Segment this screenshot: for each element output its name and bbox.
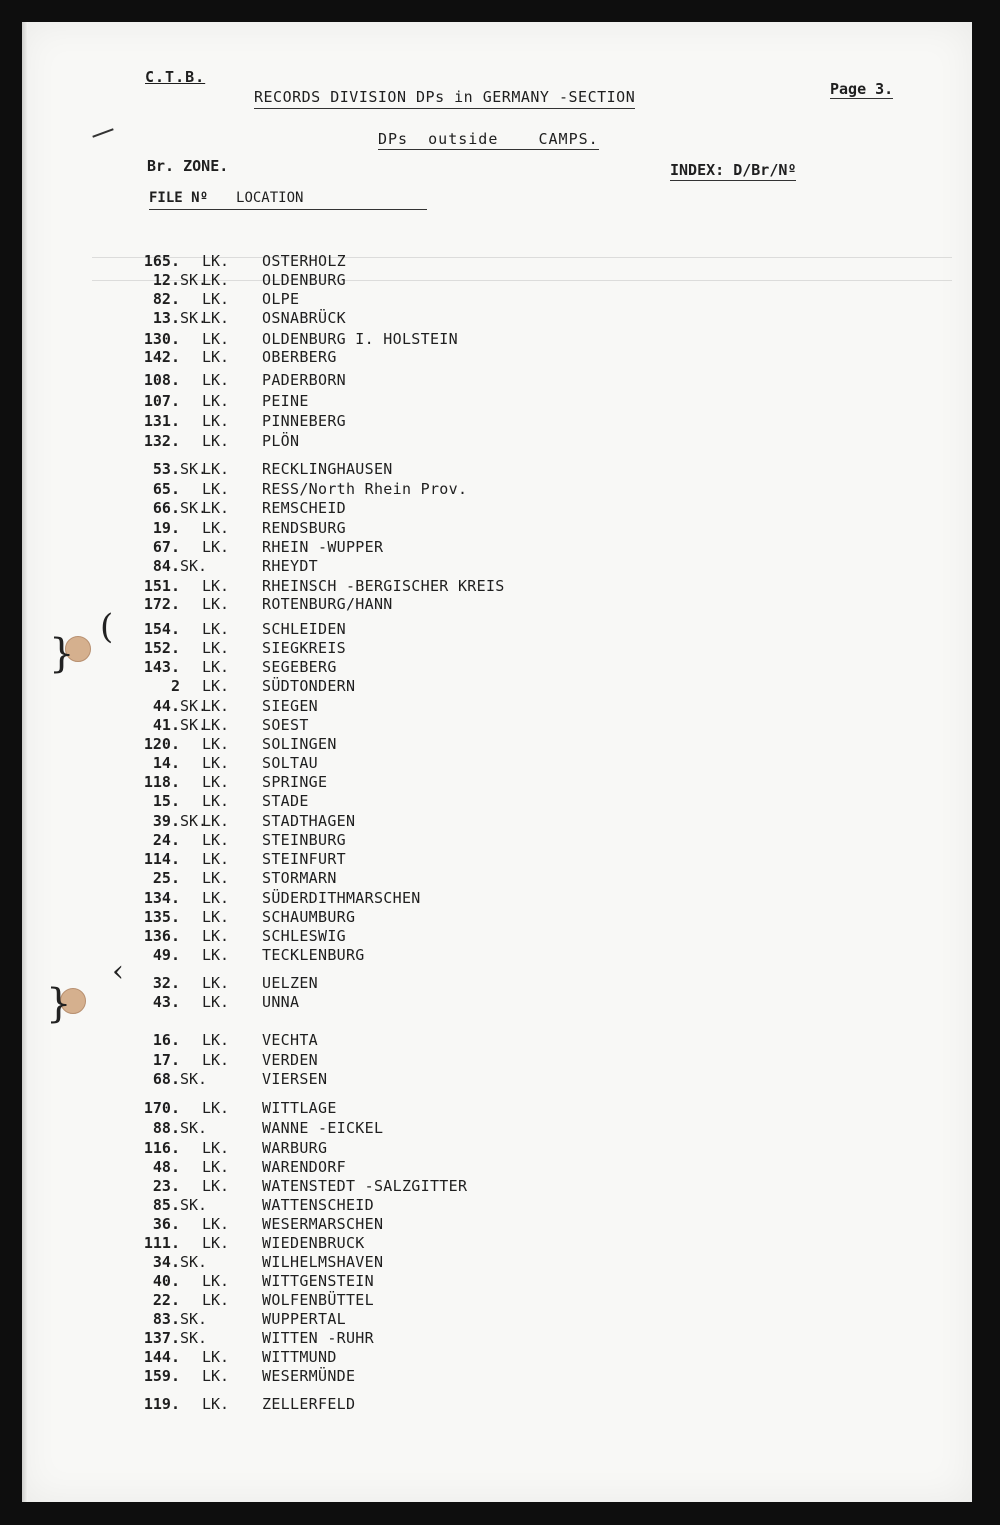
location-name: STEINFURT xyxy=(262,850,346,868)
lk-marker: LK. xyxy=(202,639,230,657)
lk-marker: LK. xyxy=(202,1367,230,1385)
location-name: STORMARN xyxy=(262,869,337,887)
location-name: SCHLESWIG xyxy=(262,927,346,945)
lk-marker: LK. xyxy=(202,716,230,734)
location-name: WITTLAGE xyxy=(262,1099,337,1117)
lk-marker: LK. xyxy=(202,927,230,945)
location-name: STADE xyxy=(262,792,309,810)
sk-marker: SK. xyxy=(180,1329,208,1347)
file-number-value: 131. xyxy=(143,412,180,430)
file-number-value: 132. xyxy=(143,432,180,450)
lk-marker: LK. xyxy=(202,974,230,992)
location-name: OLDENBURG I. HOLSTEIN xyxy=(262,330,458,348)
lk-marker: LK. xyxy=(202,1051,230,1069)
location-name: OLDENBURG xyxy=(262,271,346,289)
bracket-mark: } xyxy=(49,631,75,677)
file-number-value: 43. xyxy=(152,993,180,1011)
location-name: PLÖN xyxy=(262,432,300,450)
file-number-value: 67. xyxy=(152,538,180,556)
lk-marker: LK. xyxy=(202,754,230,772)
location-name: TECKLENBURG xyxy=(262,946,365,964)
location-name: WIEDENBRUCK xyxy=(262,1234,365,1252)
lk-marker: LK. xyxy=(202,1291,230,1309)
lk-marker: LK. xyxy=(202,348,230,366)
file-number-value: 151. xyxy=(143,577,180,595)
file-number-value: 118. xyxy=(143,773,180,791)
lk-marker: LK. xyxy=(202,519,230,537)
file-number-value: 88. xyxy=(152,1119,180,1137)
file-number-value: 83. xyxy=(152,1310,180,1328)
file-number-value: 159. xyxy=(143,1367,180,1385)
sk-marker: SK. xyxy=(180,716,208,734)
lk-marker: LK. xyxy=(202,460,230,478)
lk-marker: LK. xyxy=(202,595,230,613)
lk-marker: LK. xyxy=(202,1234,230,1252)
location-name: WUPPERTAL xyxy=(262,1310,346,1328)
lk-marker: LK. xyxy=(202,1158,230,1176)
location-name: WANNE -EICKEL xyxy=(262,1119,384,1137)
ctb-label: C.T.B. xyxy=(145,68,206,86)
lk-marker: LK. xyxy=(202,412,230,430)
sk-marker: SK. xyxy=(180,460,208,478)
location-name: SOEST xyxy=(262,716,309,734)
file-number-value: 130. xyxy=(143,330,180,348)
bracket-mark: ‹ xyxy=(112,954,124,989)
file-number-value: 152. xyxy=(143,639,180,657)
file-number-value: 108. xyxy=(143,371,180,389)
file-number-value: 14. xyxy=(152,754,180,772)
file-number-value: 23. xyxy=(152,1177,180,1195)
lk-marker: LK. xyxy=(202,773,230,791)
location-name: VIERSEN xyxy=(262,1070,328,1088)
location-name: RHEYDT xyxy=(262,557,318,575)
lk-marker: LK. xyxy=(202,1215,230,1233)
location-name: WILHELMSHAVEN xyxy=(262,1253,384,1271)
lk-marker: LK. xyxy=(202,1031,230,1049)
file-number-value: 82. xyxy=(152,290,180,308)
file-number-value: 142. xyxy=(143,348,180,366)
location-column-header: LOCATION xyxy=(236,190,304,206)
location-name: OSTERHOLZ xyxy=(262,252,346,270)
location-name: OSNABRÜCK xyxy=(262,309,346,327)
file-number-value: 116. xyxy=(143,1139,180,1157)
location-name: ROTENBURG/HANN xyxy=(262,595,393,613)
sk-marker: SK. xyxy=(180,697,208,715)
file-number-value: 143. xyxy=(143,658,180,676)
file-number-value: 154. xyxy=(143,620,180,638)
file-number-value: 119. xyxy=(143,1395,180,1413)
lk-marker: LK. xyxy=(202,889,230,907)
sk-marker: SK. xyxy=(180,1310,208,1328)
file-number-value: 114. xyxy=(143,850,180,868)
location-name: STADTHAGEN xyxy=(262,812,356,830)
file-number-value: 25. xyxy=(152,869,180,887)
sk-marker: SK. xyxy=(180,557,208,575)
file-number-value: 85. xyxy=(152,1196,180,1214)
lk-marker: LK. xyxy=(202,735,230,753)
page-number: Page 3. xyxy=(830,80,894,98)
lk-marker: LK. xyxy=(202,1272,230,1290)
file-number-value: 44. xyxy=(152,697,180,715)
file-number-value: 107. xyxy=(143,392,180,410)
lk-marker: LK. xyxy=(202,1348,230,1366)
location-name: VERDEN xyxy=(262,1051,318,1069)
location-name: RENDSBURG xyxy=(262,519,346,537)
lk-marker: LK. xyxy=(202,290,230,308)
location-name: REMSCHEID xyxy=(262,499,346,517)
file-number-value: 15. xyxy=(152,792,180,810)
file-number xyxy=(122,1310,225,1328)
file-number-value: 134. xyxy=(143,889,180,907)
file-column-header: FILE Nº xyxy=(149,190,209,206)
file-number xyxy=(122,1253,225,1271)
sk-marker: SK. xyxy=(180,1253,208,1271)
lk-marker: LK. xyxy=(202,252,230,270)
file-number-value: 40. xyxy=(152,1272,180,1290)
document-page xyxy=(22,22,972,1502)
lk-marker: LK. xyxy=(202,577,230,595)
document-title: RECORDS DIVISION DPs in GERMANY -SECTION xyxy=(254,88,635,109)
location-name: WITTEN -RUHR xyxy=(262,1329,374,1347)
file-number-value: 17. xyxy=(152,1051,180,1069)
lk-marker: LK. xyxy=(202,371,230,389)
pen-mark xyxy=(92,128,113,137)
sk-marker: SK. xyxy=(180,499,208,517)
lk-marker: LK. xyxy=(202,432,230,450)
file-number-value: 66. xyxy=(152,499,180,517)
location-name: OLPE xyxy=(262,290,300,308)
lk-marker: LK. xyxy=(202,792,230,810)
location-name: ZELLERFELD xyxy=(262,1395,356,1413)
file-number xyxy=(122,1070,225,1088)
location-name: WESERMARSCHEN xyxy=(262,1215,384,1233)
file-number xyxy=(122,1196,225,1214)
location-name: WATTENSCHEID xyxy=(262,1196,374,1214)
file-number-value: 135. xyxy=(143,908,180,926)
lk-marker: LK. xyxy=(202,271,230,289)
location-name: WITTGENSTEIN xyxy=(262,1272,374,1290)
location-name: PADERBORN xyxy=(262,371,346,389)
file-number-value: 24. xyxy=(152,831,180,849)
lk-marker: LK. xyxy=(202,538,230,556)
lk-marker: LK. xyxy=(202,392,230,410)
sk-marker: SK. xyxy=(180,1070,208,1088)
file-number-value: 144. xyxy=(143,1348,180,1366)
sk-marker: SK. xyxy=(180,1119,208,1137)
file-number-value: 49. xyxy=(152,946,180,964)
file-number-value: 22. xyxy=(152,1291,180,1309)
file-number-value: 65. xyxy=(152,480,180,498)
location-name: RESS/North Rhein Prov. xyxy=(262,480,468,498)
location-name: SIEGKREIS xyxy=(262,639,346,657)
bracket-mark: } xyxy=(46,981,72,1027)
sk-marker: SK. xyxy=(180,812,208,830)
lk-marker: LK. xyxy=(202,831,230,849)
location-name: UNNA xyxy=(262,993,300,1011)
lk-marker: LK. xyxy=(202,850,230,868)
document-subtitle: DPs outside CAMPS. xyxy=(378,130,599,148)
lk-marker: LK. xyxy=(202,1177,230,1195)
lk-marker: LK. xyxy=(202,499,230,517)
file-number-value: 136. xyxy=(143,927,180,945)
location-name: PINNEBERG xyxy=(262,412,346,430)
location-name: WOLFENBÜTTEL xyxy=(262,1291,374,1309)
lk-marker: LK. xyxy=(202,658,230,676)
location-name: RHEINSCH -BERGISCHER KREIS xyxy=(262,577,505,595)
file-number-value: 32. xyxy=(152,974,180,992)
file-number xyxy=(122,1329,225,1347)
lk-marker: LK. xyxy=(202,1395,230,1413)
file-number-value: 34. xyxy=(152,1253,180,1271)
file-number-value: 19. xyxy=(152,519,180,537)
location-name: VECHTA xyxy=(262,1031,318,1049)
location-name: SÜDERDITHMARSCHEN xyxy=(262,889,421,907)
location-name: WATENSTEDT -SALZGITTER xyxy=(262,1177,468,1195)
file-number-value: 13. xyxy=(152,309,180,327)
sk-marker: SK. xyxy=(180,1196,208,1214)
lk-marker: LK. xyxy=(202,697,230,715)
location-name: SÜDTONDERN xyxy=(262,677,356,695)
file-number-value: 84. xyxy=(152,557,180,575)
file-number-value: 68. xyxy=(152,1070,180,1088)
sk-marker: SK. xyxy=(180,309,208,327)
location-name: SCHAUMBURG xyxy=(262,908,356,926)
file-number-value: 170. xyxy=(143,1099,180,1117)
file-number-value: 111. xyxy=(143,1234,180,1252)
lk-marker: LK. xyxy=(202,620,230,638)
location-name: SPRINGE xyxy=(262,773,328,791)
lk-marker: LK. xyxy=(202,993,230,1011)
file-number xyxy=(122,557,225,575)
bracket-mark: ( xyxy=(100,607,114,647)
sk-marker: SK. xyxy=(180,271,208,289)
lk-marker: LK. xyxy=(202,330,230,348)
location-name: RECKLINGHAUSEN xyxy=(262,460,393,478)
location-name: WESERMÜNDE xyxy=(262,1367,356,1385)
file-number-value: 36. xyxy=(152,1215,180,1233)
location-name: SOLINGEN xyxy=(262,735,337,753)
file-number-value: 172. xyxy=(143,595,180,613)
zone-label: Br. ZONE. xyxy=(147,157,229,175)
lk-marker: LK. xyxy=(202,1139,230,1157)
file-number-value: 16. xyxy=(152,1031,180,1049)
location-name: PEINE xyxy=(262,392,309,410)
file-number-value: 48. xyxy=(152,1158,180,1176)
location-name: SEGEBERG xyxy=(262,658,337,676)
location-name: UELZEN xyxy=(262,974,318,992)
file-number-value: 53. xyxy=(152,460,180,478)
lk-marker: LK. xyxy=(202,677,230,695)
location-name: STEINBURG xyxy=(262,831,346,849)
location-name: RHEIN -WUPPER xyxy=(262,538,384,556)
file-number-value: 41. xyxy=(152,716,180,734)
lk-marker: LK. xyxy=(202,946,230,964)
lk-marker: LK. xyxy=(202,1099,230,1117)
file-number-value: 165. xyxy=(143,252,180,270)
location-name: OBERBERG xyxy=(262,348,337,366)
location-name: WARENDORF xyxy=(262,1158,346,1176)
file-number-value: 2 xyxy=(170,677,180,695)
location-name: SOLTAU xyxy=(262,754,318,772)
location-name: WARBURG xyxy=(262,1139,328,1157)
index-label: INDEX: D/Br/Nº xyxy=(670,161,797,179)
file-number-value: 39. xyxy=(152,812,180,830)
lk-marker: LK. xyxy=(202,480,230,498)
file-number xyxy=(122,1119,225,1137)
column-header xyxy=(149,190,427,210)
location-name: SIEGEN xyxy=(262,697,318,715)
lk-marker: LK. xyxy=(202,812,230,830)
lk-marker: LK. xyxy=(202,309,230,327)
lk-marker: LK. xyxy=(202,908,230,926)
file-number-value: 12. xyxy=(152,271,180,289)
file-number-value: 120. xyxy=(143,735,180,753)
lk-marker: LK. xyxy=(202,869,230,887)
location-name: SCHLEIDEN xyxy=(262,620,346,638)
location-name: WITTMUND xyxy=(262,1348,337,1366)
file-number-value: 137. xyxy=(143,1329,180,1347)
